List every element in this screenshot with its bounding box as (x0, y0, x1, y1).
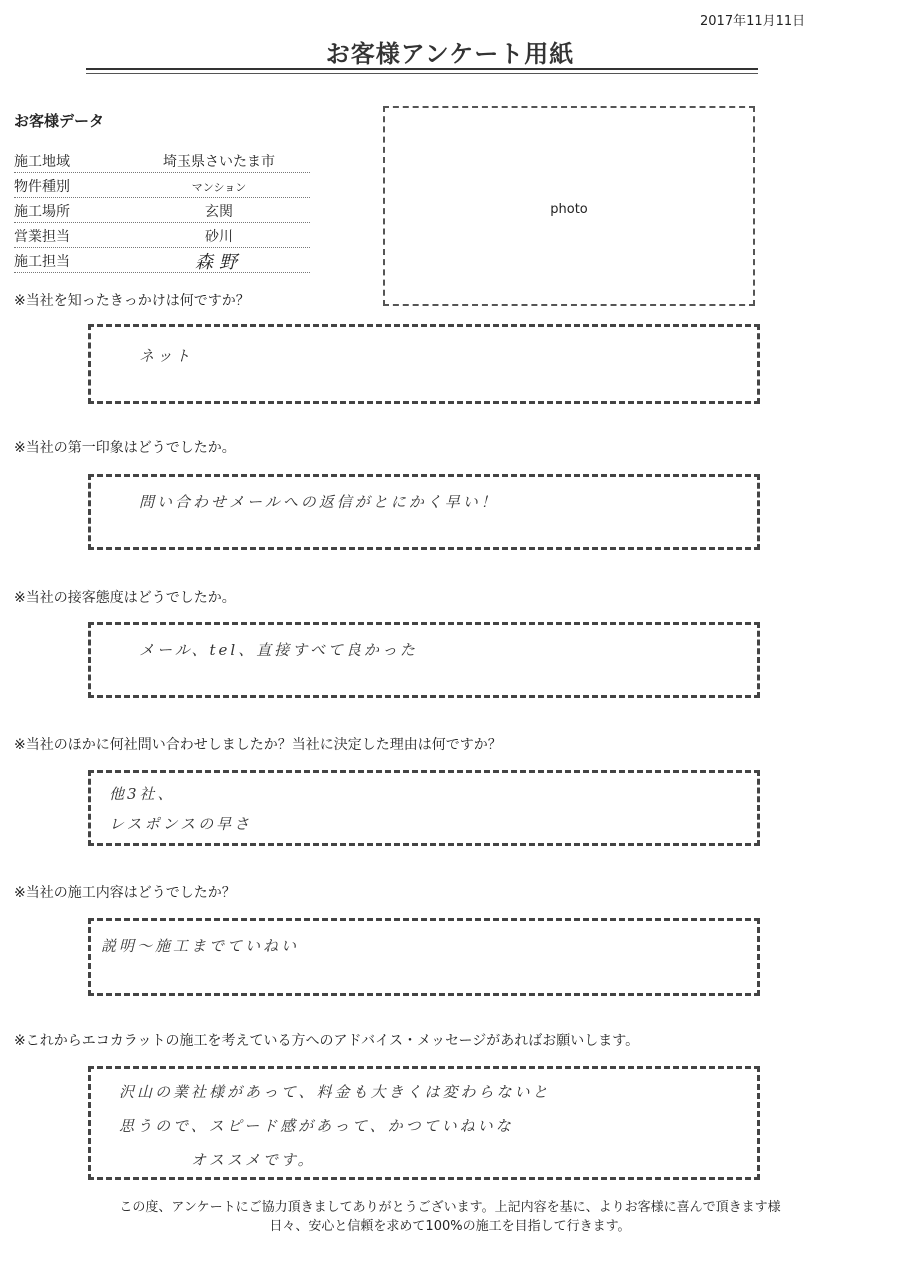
photo-placeholder (383, 106, 755, 306)
field-label: 営業担当 (14, 229, 70, 245)
field-value-handwritten: 森野 (195, 252, 243, 273)
survey-date: 2017年11月11日 (700, 14, 806, 29)
question-4: ※当社のほかに何社問い合わせしましたか？当社に決定した理由は何ですか？ (14, 737, 502, 753)
answer-3-line-1: メール、tel、直接すべて良かった (139, 641, 418, 659)
answer-box-5 (88, 918, 760, 996)
footer-line-2: 日々、安心と信頼を求めて100%の施工を目指して行きます。 (269, 1219, 631, 1234)
customer-row-sales-rep (14, 223, 310, 248)
answer-4-line-1: 他3社、 (109, 785, 176, 803)
customer-data-heading: お客様データ (14, 112, 105, 130)
question-2: ※当社の第一印象はどうでしたか。 (14, 440, 236, 456)
answer-4-line-2: レスポンスの早さ (109, 815, 253, 833)
answer-1-line-1: ネット (139, 347, 194, 365)
field-value: 玄関 (205, 204, 233, 220)
field-label: 施工地域 (14, 154, 70, 170)
question-6: ※これからエコカラットの施工を考えている方へのアドバイス・メッセージがあればお願いします。 (14, 1033, 640, 1049)
answer-6-line-2: 思うので、スピード感があって、かつていねいな (119, 1117, 514, 1135)
customer-row-location (14, 198, 310, 223)
answer-5-line-1: 説明〜施工までていねい (101, 937, 300, 955)
title-underline (86, 68, 758, 70)
footer-line-1: この度、アンケートにご協力頂きましてありがとうございます。上記内容を基に、よりお客様に喜んで頂きます様 (119, 1200, 781, 1215)
field-label: 物件種別 (14, 179, 70, 195)
field-value: 埼玉県さいたま市 (163, 154, 275, 170)
field-label: 施工担当 (14, 254, 70, 270)
answer-6-line-1: 沢山の業社様があって、料金も大きくは変わらないと (119, 1083, 551, 1101)
answer-6-line-3: オススメです。 (191, 1151, 316, 1169)
title-underline-secondary (86, 73, 758, 74)
question-3: ※当社の接客態度はどうでしたか。 (14, 590, 236, 606)
answer-box-4 (88, 770, 760, 846)
question-1: ※当社を知ったきっかけは何ですか？ (14, 293, 250, 309)
customer-row-area (14, 148, 310, 173)
field-label: 施工場所 (14, 204, 70, 220)
answer-box-3 (88, 622, 760, 698)
answer-box-6 (88, 1066, 760, 1180)
field-value: マンション (191, 181, 247, 194)
customer-row-installer (14, 248, 310, 273)
answer-box-2 (88, 474, 760, 550)
photo-label: photo (550, 202, 588, 217)
question-5: ※当社の施工内容はどうでしたか？ (14, 885, 236, 901)
customer-row-property-type (14, 173, 310, 198)
page-title: お客様アンケート用紙 (325, 40, 575, 68)
field-value: 砂川 (205, 229, 233, 245)
answer-2-line-1: 問い合わせメールへの返信がとにかく早い！ (139, 493, 499, 511)
answer-box-1 (88, 324, 760, 404)
